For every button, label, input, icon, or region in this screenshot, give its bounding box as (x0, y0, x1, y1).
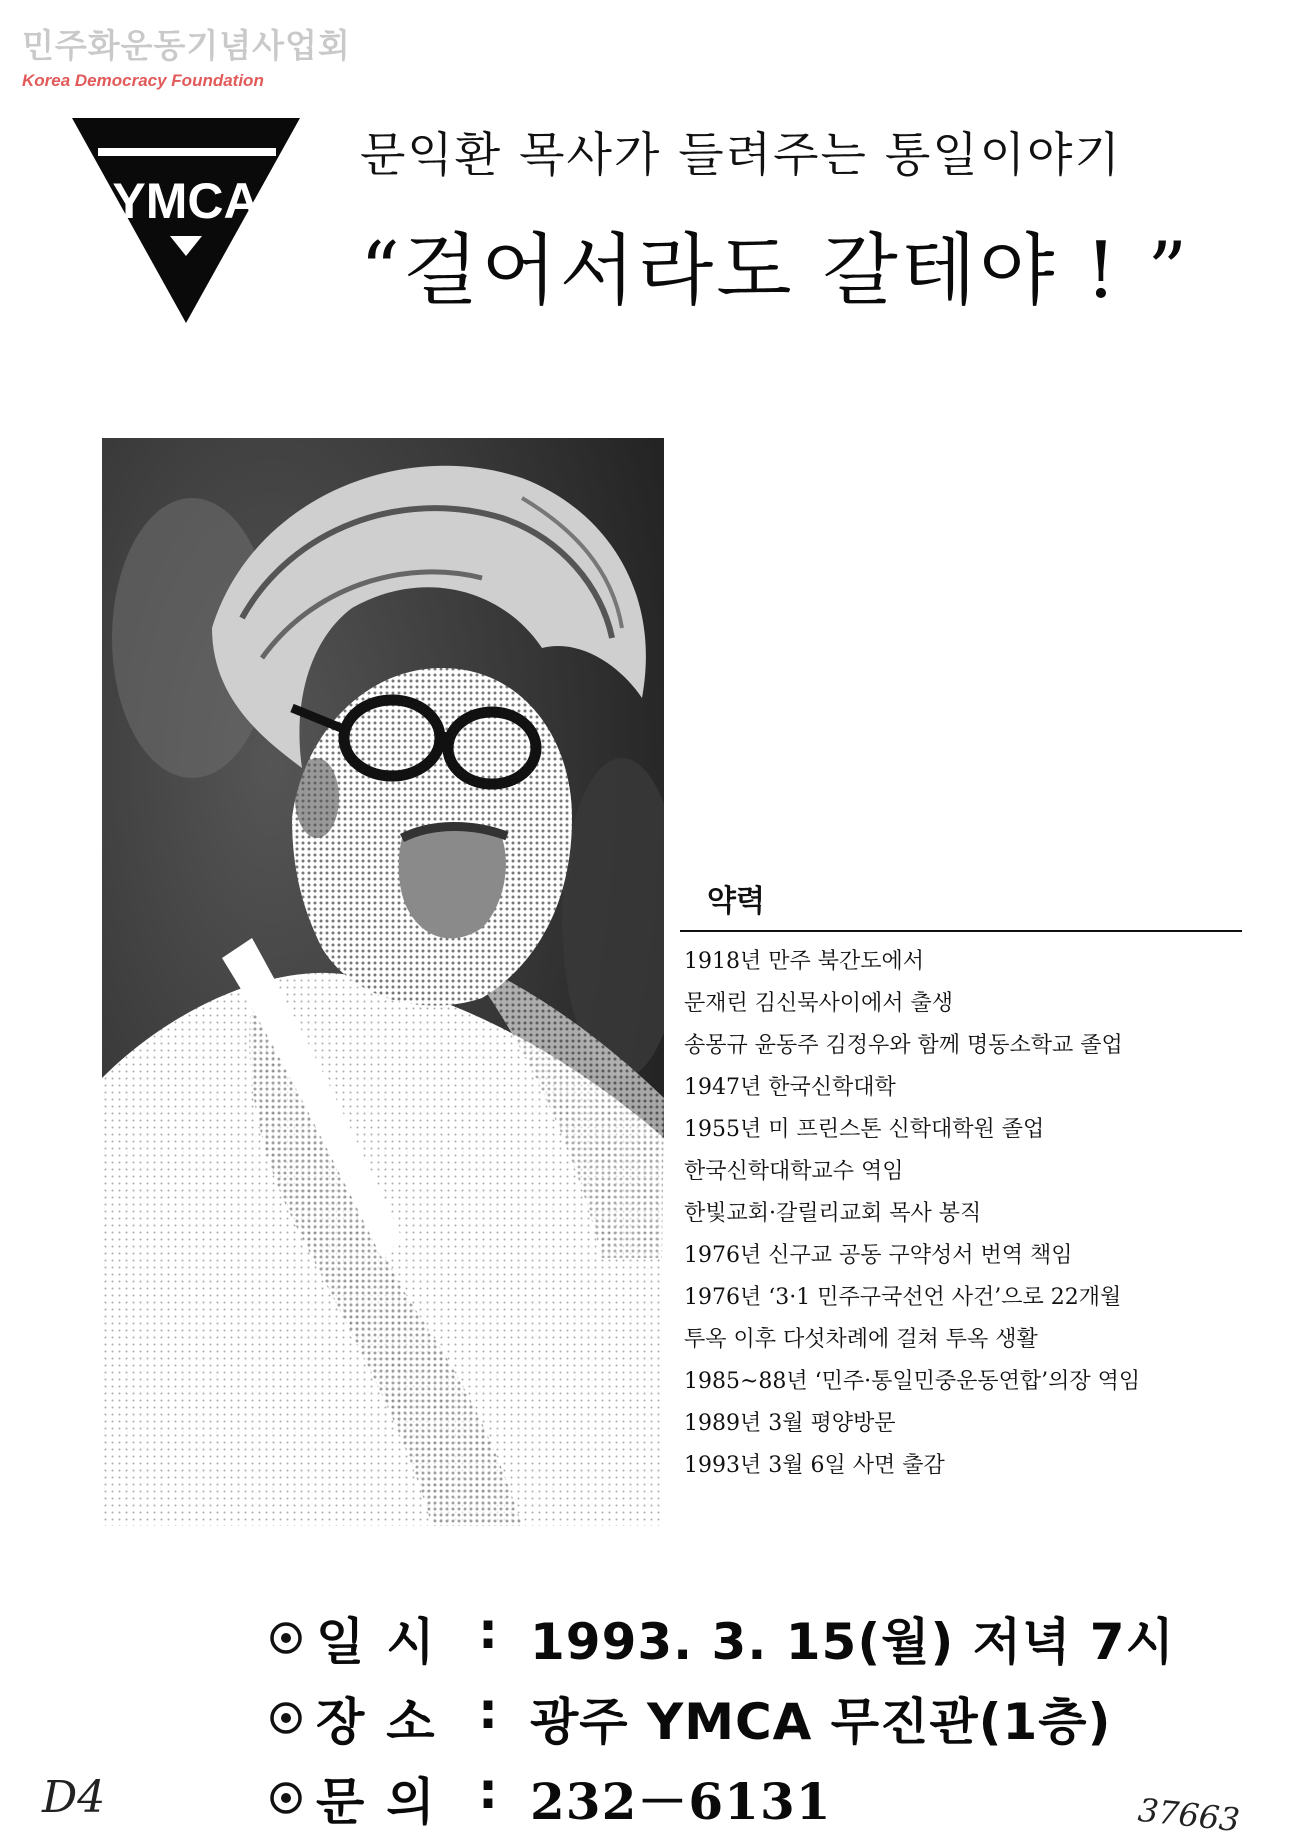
event-date-separator: : (478, 1602, 498, 1660)
event-contact-value: 232－6131 (530, 1772, 832, 1831)
event-date-label: 일시 (316, 1613, 457, 1671)
bio-item: 문재린 김신묵사이에서 출생 (684, 991, 954, 1016)
target-bullet-icon (268, 1700, 304, 1736)
bio-item: 1947년 한국신학대학 (684, 1075, 896, 1100)
bio-divider (680, 930, 1242, 932)
handwritten-number: 37663 (1136, 1790, 1242, 1840)
bio-item: 송몽규 윤동주 김정우와 함께 명동소학교 졸업 (684, 1033, 1123, 1058)
event-place-value: 광주 YMCA 무진관(1층) (530, 1693, 1112, 1751)
watermark (22, 20, 351, 91)
handwritten-code: D4 (42, 1772, 106, 1823)
event-contact-separator: : (478, 1762, 498, 1820)
target-bullet-icon (268, 1620, 304, 1656)
bio-item: 한빛교회·갈릴리교회 목사 봉직 (684, 1201, 982, 1226)
target-bullet-icon (268, 1780, 304, 1816)
bio-item: 1976년 신구교 공동 구약성서 번역 책임 (684, 1243, 1073, 1268)
portrait-photo (102, 438, 664, 1526)
main-title: “걸어서라도 갈테야 ! ” (360, 226, 1191, 316)
bio-item: 1989년 3월 평양방문 (684, 1411, 896, 1436)
bio-item: 1985~88년 ‘민주·통일민중운동연합’의장 역임 (684, 1369, 1141, 1394)
watermark-korean: 민주화운동기념사업회 (22, 26, 351, 65)
watermark-english: Korea Democracy Foundation (22, 71, 264, 90)
logo-text: YMCA (112, 173, 260, 229)
subtitle: 문익환 목사가 들려주는 통일이야기 (360, 128, 1122, 183)
bio-item: 1955년 미 프린스톤 신학대학원 졸업 (684, 1117, 1045, 1142)
bio-item: 한국신학대학교수 역임 (684, 1159, 904, 1184)
event-place-separator: : (478, 1682, 498, 1740)
bio-item: 1918년 만주 북간도에서 (684, 949, 924, 974)
event-contact-label: 문의 (316, 1773, 457, 1831)
event-place-label: 장소 (316, 1693, 457, 1751)
ymca-logo (72, 118, 300, 323)
bio-item: 투옥 이후 다섯차례에 걸쳐 투옥 생활 (684, 1327, 1038, 1352)
bio-item: 1993년 3월 6일 사면 출감 (684, 1453, 945, 1478)
event-date-value: 1993. 3. 15(월) 저녁 7시 (530, 1613, 1175, 1671)
bio-list (684, 941, 1140, 1487)
bio-heading: 약력 (707, 884, 765, 919)
bio-item: 1976년 ‘3·1 민주구국선언 사건’으로 22개월 (684, 1285, 1122, 1310)
